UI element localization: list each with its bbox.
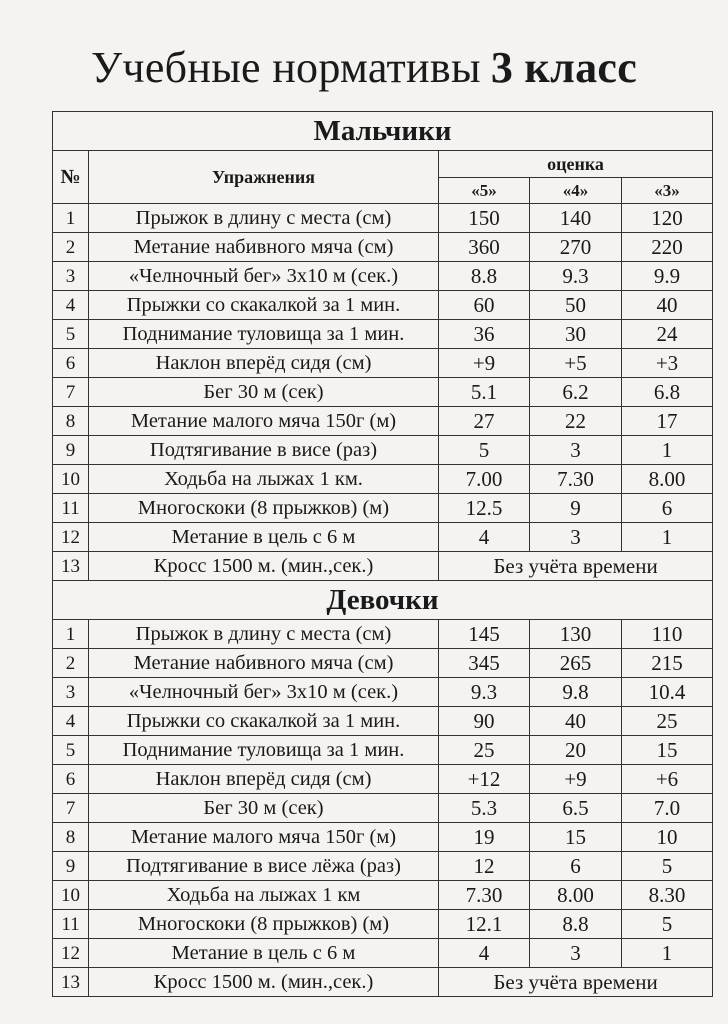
grade-4-value: 130: [530, 620, 622, 649]
table-row: [53, 320, 713, 349]
grade-4-value: 3: [530, 436, 622, 465]
grade-5-value: 360: [439, 233, 530, 262]
table-row: [53, 620, 713, 649]
row-number: 11: [53, 910, 89, 939]
exercise-name: Ходьба на лыжах 1 км: [89, 881, 439, 910]
grade-5-value: 345: [439, 649, 530, 678]
exercise-name: Многоскоки (8 прыжков) (м): [89, 494, 439, 523]
standards-table-body: [53, 112, 713, 997]
table-row: [53, 378, 713, 407]
table-row: [53, 233, 713, 262]
girls-section-title: Девочки: [53, 581, 713, 620]
grade-5-value: 36: [439, 320, 530, 349]
grade-5-value: 9.3: [439, 678, 530, 707]
row-number: 4: [53, 291, 89, 320]
grade-3-value: 10: [622, 823, 713, 852]
grade-4-value: 15: [530, 823, 622, 852]
row-number: 2: [53, 233, 89, 262]
grade-5-value: 25: [439, 736, 530, 765]
table-row: [53, 262, 713, 291]
table-row: [53, 765, 713, 794]
table-row: [53, 707, 713, 736]
row-number: 8: [53, 823, 89, 852]
exercise-name: Метание малого мяча 150г (м): [89, 407, 439, 436]
row-number: 6: [53, 765, 89, 794]
header-grade: оценка: [439, 151, 713, 178]
exercise-name: «Челночный бег» 3х10 м (сек.): [89, 678, 439, 707]
grade-4-value: 9.8: [530, 678, 622, 707]
grade-4-value: 3: [530, 523, 622, 552]
table-row: [53, 407, 713, 436]
table-header-row: [53, 151, 713, 178]
row-number: 1: [53, 620, 89, 649]
table-row: [53, 552, 713, 581]
standards-table: [52, 111, 713, 997]
grade-5-value: 4: [439, 523, 530, 552]
row-number: 13: [53, 968, 89, 997]
grade-5-value: 90: [439, 707, 530, 736]
grade-4-value: 140: [530, 204, 622, 233]
grade-4-value: 20: [530, 736, 622, 765]
table-row: [53, 736, 713, 765]
table-row: [53, 494, 713, 523]
row-number: 4: [53, 707, 89, 736]
grade-5-value: 4: [439, 939, 530, 968]
grade-3-value: 25: [622, 707, 713, 736]
grade-5-value: 12: [439, 852, 530, 881]
row-number: 5: [53, 320, 89, 349]
exercise-name: Метание набивного мяча (см): [89, 233, 439, 262]
grade-5-value: 12.5: [439, 494, 530, 523]
grade-3-value: 5: [622, 910, 713, 939]
table-row: [53, 649, 713, 678]
grade-3-value: 1: [622, 436, 713, 465]
grade-3-value: 9.9: [622, 262, 713, 291]
grade-5-value: 27: [439, 407, 530, 436]
grade-3-value: 40: [622, 291, 713, 320]
grade-3-value: 215: [622, 649, 713, 678]
table-row: [53, 204, 713, 233]
grade-5-value: 60: [439, 291, 530, 320]
grade-5-value: 5.1: [439, 378, 530, 407]
exercise-name: Поднимание туловища за 1 мин.: [89, 736, 439, 765]
grade-5-value: +9: [439, 349, 530, 378]
grade-4-value: 30: [530, 320, 622, 349]
row-number: 10: [53, 881, 89, 910]
grade-3-value: 7.0: [622, 794, 713, 823]
row-number: 3: [53, 678, 89, 707]
exercise-name: Бег 30 м (сек): [89, 794, 439, 823]
table-row: [53, 349, 713, 378]
grade-5-value: 7.00: [439, 465, 530, 494]
grade-4-value: 40: [530, 707, 622, 736]
grade-3-value: 1: [622, 939, 713, 968]
row-number: 9: [53, 852, 89, 881]
exercise-name: Подтягивание в висе (раз): [89, 436, 439, 465]
exercise-name: Прыжки со скакалкой за 1 мин.: [89, 707, 439, 736]
grade-5-value: 19: [439, 823, 530, 852]
row-number: 6: [53, 349, 89, 378]
exercise-name: Поднимание туловища за 1 мин.: [89, 320, 439, 349]
row-number: 2: [53, 649, 89, 678]
exercise-name: Наклон вперёд сидя (см): [89, 349, 439, 378]
no-time-limit-note: Без учёта времени: [439, 552, 713, 581]
header-grade-5: «5»: [439, 178, 530, 204]
no-time-limit-note: Без учёта времени: [439, 968, 713, 997]
table-row: [53, 852, 713, 881]
grade-3-value: 220: [622, 233, 713, 262]
table-row: [53, 465, 713, 494]
grade-5-value: 5: [439, 436, 530, 465]
grade-3-value: 15: [622, 736, 713, 765]
grade-3-value: 17: [622, 407, 713, 436]
grade-4-value: 6.5: [530, 794, 622, 823]
grade-5-value: 8.8: [439, 262, 530, 291]
grade-3-value: 24: [622, 320, 713, 349]
row-number: 9: [53, 436, 89, 465]
title-grade: 3 класс: [490, 43, 638, 92]
grade-4-value: +5: [530, 349, 622, 378]
table-row: [53, 823, 713, 852]
row-number: 12: [53, 939, 89, 968]
page-title: [0, 38, 728, 98]
exercise-name: Кросс 1500 м. (мин.,сек.): [89, 968, 439, 997]
grade-3-value: 6.8: [622, 378, 713, 407]
grade-4-value: 22: [530, 407, 622, 436]
row-number: 1: [53, 204, 89, 233]
grade-4-value: 50: [530, 291, 622, 320]
exercise-name: Метание набивного мяча (см): [89, 649, 439, 678]
grade-4-value: 265: [530, 649, 622, 678]
row-number: 7: [53, 378, 89, 407]
header-grade-3: «3»: [622, 178, 713, 204]
header-grade-4: «4»: [530, 178, 622, 204]
grade-3-value: 110: [622, 620, 713, 649]
exercise-name: Подтягивание в висе лёжа (раз): [89, 852, 439, 881]
grade-5-value: 12.1: [439, 910, 530, 939]
table-row: [53, 436, 713, 465]
grade-3-value: 8.00: [622, 465, 713, 494]
boys-section-header: [53, 112, 713, 151]
grade-5-value: 7.30: [439, 881, 530, 910]
row-number: 13: [53, 552, 89, 581]
grade-5-value: 5.3: [439, 794, 530, 823]
grade-4-value: 9.3: [530, 262, 622, 291]
exercise-name: Ходьба на лыжах 1 км.: [89, 465, 439, 494]
header-num: №: [53, 151, 89, 204]
exercise-name: «Челночный бег» 3х10 м (сек.): [89, 262, 439, 291]
exercise-name: Метание малого мяча 150г (м): [89, 823, 439, 852]
exercise-name: Прыжок в длину с места (см): [89, 204, 439, 233]
table-row: [53, 910, 713, 939]
grade-4-value: 3: [530, 939, 622, 968]
exercise-name: Метание в цель с 6 м: [89, 523, 439, 552]
row-number: 11: [53, 494, 89, 523]
grade-4-value: 8.00: [530, 881, 622, 910]
row-number: 7: [53, 794, 89, 823]
row-number: 10: [53, 465, 89, 494]
grade-4-value: 270: [530, 233, 622, 262]
grade-4-value: 6.2: [530, 378, 622, 407]
exercise-name: Прыжок в длину с места (см): [89, 620, 439, 649]
exercise-name: Бег 30 м (сек): [89, 378, 439, 407]
boys-section-title: Мальчики: [53, 112, 713, 151]
table-row: [53, 678, 713, 707]
table-row: [53, 794, 713, 823]
title-main: Учебные нормативы: [90, 43, 481, 92]
table-row: [53, 881, 713, 910]
grade-3-value: 120: [622, 204, 713, 233]
grade-4-value: 6: [530, 852, 622, 881]
row-number: 8: [53, 407, 89, 436]
grade-3-value: 10.4: [622, 678, 713, 707]
grade-3-value: 6: [622, 494, 713, 523]
grade-5-value: 145: [439, 620, 530, 649]
exercise-name: Многоскоки (8 прыжков) (м): [89, 910, 439, 939]
row-number: 12: [53, 523, 89, 552]
grade-5-value: 150: [439, 204, 530, 233]
girls-section-header: [53, 581, 713, 620]
grade-4-value: +9: [530, 765, 622, 794]
grade-3-value: 5: [622, 852, 713, 881]
exercise-name: Прыжки со скакалкой за 1 мин.: [89, 291, 439, 320]
grade-4-value: 9: [530, 494, 622, 523]
exercise-name: Наклон вперёд сидя (см): [89, 765, 439, 794]
grade-3-value: 8.30: [622, 881, 713, 910]
grade-5-value: +12: [439, 765, 530, 794]
exercise-name: Метание в цель с 6 м: [89, 939, 439, 968]
row-number: 5: [53, 736, 89, 765]
grade-3-value: 1: [622, 523, 713, 552]
table-row: [53, 523, 713, 552]
grade-4-value: 7.30: [530, 465, 622, 494]
table-row: [53, 291, 713, 320]
grade-3-value: +3: [622, 349, 713, 378]
grade-3-value: +6: [622, 765, 713, 794]
exercise-name: Кросс 1500 м. (мин.,сек.): [89, 552, 439, 581]
table-row: [53, 968, 713, 997]
table-row: [53, 939, 713, 968]
grade-4-value: 8.8: [530, 910, 622, 939]
header-exercise: Упражнения: [89, 151, 439, 204]
row-number: 3: [53, 262, 89, 291]
